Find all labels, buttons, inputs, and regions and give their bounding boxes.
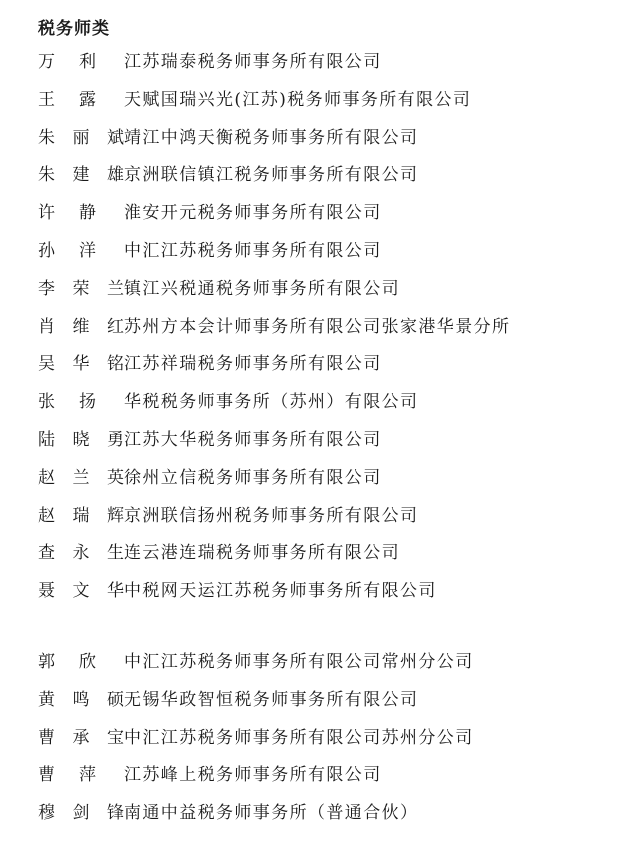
firm-name: 江苏峰上税务师事务所有限公司 xyxy=(124,765,382,786)
list-item xyxy=(38,757,608,795)
list-item xyxy=(38,682,608,720)
name-char: 吴 xyxy=(38,354,55,375)
name-char: 晓 xyxy=(72,429,90,450)
name-char: 兰 xyxy=(107,278,124,299)
name-char: 露 xyxy=(79,89,96,110)
member-list-2 xyxy=(38,644,608,833)
name-char: 承 xyxy=(72,727,90,748)
name-char: 硕 xyxy=(107,689,124,710)
list-item xyxy=(38,195,608,233)
name-char: 丽 xyxy=(72,127,90,148)
section-heading: 税务师类 xyxy=(38,19,110,39)
list-item xyxy=(38,120,608,158)
firm-name: 淮安开元税务师事务所有限公司 xyxy=(124,203,382,224)
list-item xyxy=(38,271,608,309)
name-char: 赵 xyxy=(38,505,55,526)
name-char: 肖 xyxy=(38,316,55,337)
person-name xyxy=(38,498,124,536)
person-name xyxy=(38,720,124,758)
firm-name: 江苏大华税务师事务所有限公司 xyxy=(124,429,382,450)
firm-name: 华税税务师事务所（苏州）有限公司 xyxy=(124,392,419,413)
list-item xyxy=(38,309,608,347)
firm-name: 无锡华政智恒税务师事务所有限公司 xyxy=(124,689,419,710)
name-char: 聂 xyxy=(38,581,55,602)
person-name xyxy=(38,44,96,82)
firm-name: 中税网天运江苏税务师事务所有限公司 xyxy=(124,581,437,602)
person-name xyxy=(38,195,96,233)
firm-name: 南通中益税务师事务所（普通合伙） xyxy=(124,803,419,824)
list-item xyxy=(38,720,608,758)
firm-name: 江苏瑞泰税务师事务所有限公司 xyxy=(124,52,382,72)
person-name xyxy=(38,120,124,158)
list-item xyxy=(38,795,608,833)
name-char: 荣 xyxy=(72,278,90,299)
name-char: 朱 xyxy=(38,127,55,148)
name-char: 鸣 xyxy=(72,689,90,710)
name-char: 静 xyxy=(79,203,96,224)
person-name xyxy=(38,82,96,120)
person-name xyxy=(38,271,124,309)
name-char: 王 xyxy=(38,89,55,110)
name-char: 斌 xyxy=(107,127,124,148)
name-char: 华 xyxy=(72,354,90,375)
name-char: 永 xyxy=(72,543,90,564)
person-name xyxy=(38,233,96,271)
name-char: 锋 xyxy=(107,803,124,824)
name-char: 洋 xyxy=(79,240,96,261)
name-char: 万 xyxy=(38,52,55,72)
list-item xyxy=(38,460,608,498)
person-name xyxy=(38,309,124,347)
name-char: 辉 xyxy=(107,505,124,526)
name-char: 建 xyxy=(72,165,90,186)
person-name xyxy=(38,422,124,460)
name-char: 文 xyxy=(72,581,90,602)
firm-name: 中汇江苏税务师事务所有限公司常州分公司 xyxy=(124,652,474,672)
list-item xyxy=(38,44,608,82)
firm-name: 江苏祥瑞税务师事务所有限公司 xyxy=(124,354,382,375)
name-char: 欣 xyxy=(79,652,96,672)
name-char: 查 xyxy=(38,543,55,564)
person-name xyxy=(38,573,124,611)
name-char: 郭 xyxy=(38,652,55,672)
firm-name: 靖江中鸿天衡税务师事务所有限公司 xyxy=(124,127,419,148)
name-char: 生 xyxy=(107,543,124,564)
firm-name: 京洲联信镇江税务师事务所有限公司 xyxy=(124,165,419,186)
person-name xyxy=(38,535,124,573)
name-char: 瑞 xyxy=(72,505,90,526)
name-char: 穆 xyxy=(38,803,55,824)
name-char: 曹 xyxy=(38,765,55,786)
firm-name: 镇江兴税通税务师事务所有限公司 xyxy=(124,278,400,299)
name-char: 雄 xyxy=(107,165,124,186)
list-item xyxy=(38,384,608,422)
list-item xyxy=(38,422,608,460)
name-char: 曹 xyxy=(38,727,55,748)
person-name xyxy=(38,384,96,422)
name-char: 勇 xyxy=(107,429,124,450)
person-name xyxy=(38,346,124,384)
person-name xyxy=(38,757,96,795)
list-item xyxy=(38,498,608,536)
person-name xyxy=(38,682,124,720)
firm-name: 苏州方本会计师事务所有限公司张家港华景分所 xyxy=(124,316,511,337)
firm-name: 徐州立信税务师事务所有限公司 xyxy=(124,467,382,488)
name-char: 兰 xyxy=(72,467,90,488)
name-char: 利 xyxy=(79,52,96,72)
person-name xyxy=(38,157,124,195)
person-name xyxy=(38,795,124,833)
name-char: 红 xyxy=(107,316,124,337)
name-char: 维 xyxy=(72,316,90,337)
name-char: 扬 xyxy=(79,392,96,413)
name-char: 孙 xyxy=(38,240,55,261)
name-char: 英 xyxy=(107,467,124,488)
name-char: 陆 xyxy=(38,429,55,450)
list-item xyxy=(38,644,608,682)
list-item xyxy=(38,535,608,573)
list-item xyxy=(38,346,608,384)
name-char: 萍 xyxy=(79,765,96,786)
firm-name: 连云港连瑞税务师事务所有限公司 xyxy=(124,543,400,564)
list-item xyxy=(38,233,608,271)
name-char: 黄 xyxy=(38,689,55,710)
firm-name: 中汇江苏税务师事务所有限公司 xyxy=(124,240,382,261)
name-char: 宝 xyxy=(107,727,124,748)
list-item xyxy=(38,573,608,611)
list-item xyxy=(38,82,608,120)
name-char: 朱 xyxy=(38,165,55,186)
list-item xyxy=(38,157,608,195)
name-char: 华 xyxy=(107,581,124,602)
firm-name: 中汇江苏税务师事务所有限公司苏州分公司 xyxy=(124,727,474,748)
name-char: 许 xyxy=(38,203,55,224)
name-char: 赵 xyxy=(38,467,55,488)
name-char: 李 xyxy=(38,278,55,299)
member-list-1 xyxy=(38,44,608,611)
name-char: 张 xyxy=(38,392,55,413)
name-char: 铭 xyxy=(107,354,124,375)
firm-name: 京洲联信扬州税务师事务所有限公司 xyxy=(124,505,419,526)
person-name xyxy=(38,460,124,498)
person-name xyxy=(38,644,96,682)
name-char: 剑 xyxy=(72,803,90,824)
firm-name: 天赋国瑞兴光(江苏)税务师事务所有限公司 xyxy=(124,89,472,110)
